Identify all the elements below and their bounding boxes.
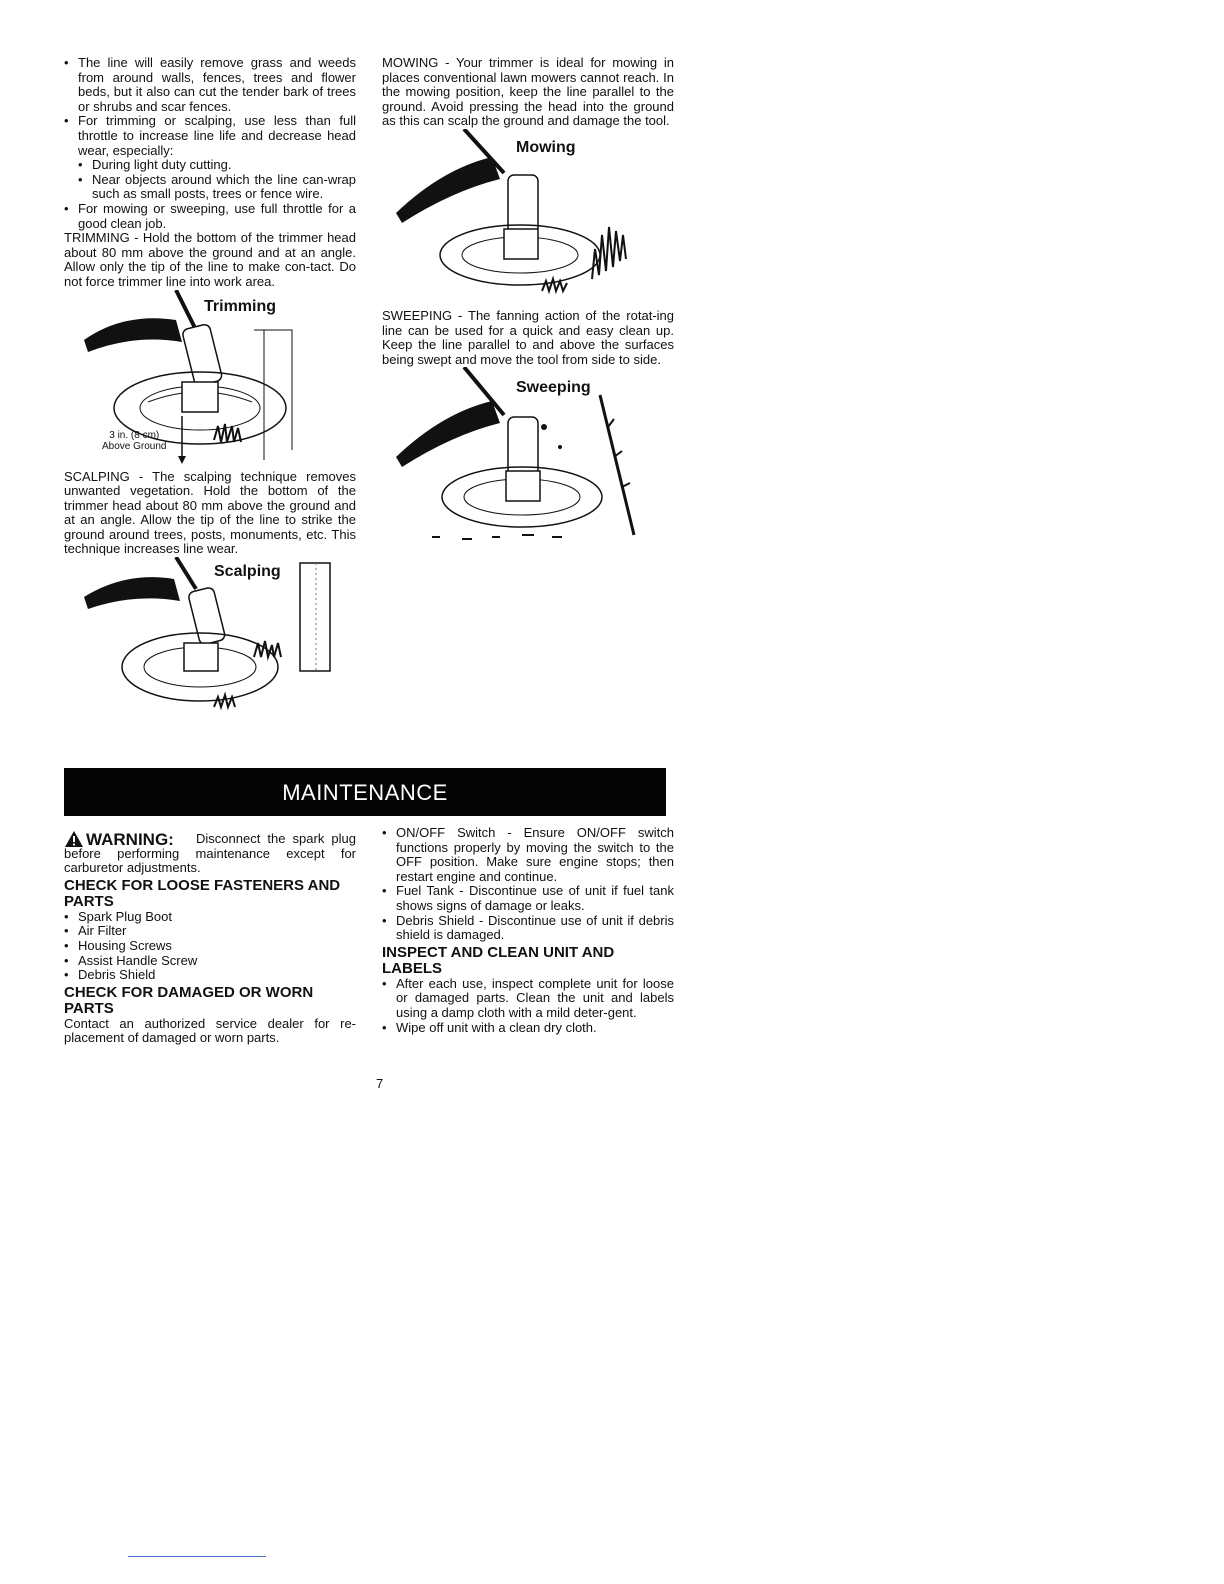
bullet-full-throttle: • For mowing or sweeping, use full throttle for a good clean job. [64,202,356,231]
check-loose-heading: CHECK FOR LOOSE FASTENERS AND PARTS [64,876,341,910]
bullet-throttle [64,114,356,202]
maintenance-left [64,830,356,1046]
warning-text: Disconnect the spark plug before performing maintenance except for carburetor adjustments. [64,831,356,876]
right-column [382,56,674,557]
check-damaged-text: Contact an authorized service dealer for re-placement of damaged or worn parts. [64,1015,356,1046]
usage-bullets [64,56,356,231]
mowing-figure [382,129,674,309]
sub-bullet-light-duty: • During light duty cutting. [78,158,356,173]
throttle-sub-bullets [78,158,356,202]
sweeping-label: Sweeping [516,379,591,397]
mowing-illustration [382,129,674,309]
left-column [64,56,356,717]
sweeping-figure [382,367,674,557]
sweeping-paragraph: SWEEPING - The fanning action of the rotat-ing line can be used for a quick and easy clean up. Keep the line parallel to and above the surfaces being swept and move the tool from side to side. [382,307,674,367]
sub-bullet-near-objects: • Near objects around which the line can-wrap such as small posts, trees or fence wire. [78,173,356,202]
component-checks-list [382,826,674,943]
check-loose-list [64,910,356,983]
trimming-figure [64,290,356,470]
maintenance-right [382,826,674,1035]
trimming-height-line1: 3 in. (8 cm) [109,429,160,441]
list-item: • Wipe off unit with a clean dry cloth. [382,1021,674,1036]
scalping-label: Scalping [214,563,281,581]
list-item: • Housing Screws [64,939,356,954]
check-damaged-heading: CHECK FOR DAMAGED OR WORN PARTS [64,983,314,1017]
inspect-heading: INSPECT AND CLEAN UNIT AND LABELS [382,943,615,977]
bullet-throttle-text: For trimming or scalping, use less than full throttle to increase line life and decrease head wear, especially: [78,113,356,158]
bullet-line-removal: • The line will easily remove grass and weeds from around walls, fences, trees and flower beds, but it also can cut the tender bark of trees or shrubs and scar fences. [64,56,356,114]
trimming-paragraph: TRIMMING - Hold the bottom of the trimmer head about 80 mm above the ground and at an angle. Allow only the tip of the line to make con-tact. Do not force trimmer line into work area. [64,230,356,289]
mowing-label: Mowing [516,138,576,156]
list-item: • ON/OFF Switch - Ensure ON/OFF switch functions properly by moving the switch to the OFF position. Make sure engine stops; then restart engine and continue. [382,826,674,884]
list-item: • Assist Handle Screw [64,954,356,969]
trimming-height-note [102,430,167,452]
maintenance-banner: MAINTENANCE [64,768,666,816]
scalping-figure [64,557,356,717]
list-item: • Spark Plug Boot [64,910,356,925]
scalping-paragraph: SCALPING - The scalping technique removes unwanted vegetation. Hold the bottom of the trimmer head about 80 mm above the ground and at an angle. Allow the tip of the line to strike the ground around trees, posts, monuments, etc. This technique increases line wear. [64,468,356,557]
list-item: • Debris Shield - Discontinue use of unit if debris shield is damaged. [382,914,674,943]
list-item: • Debris Shield [64,968,356,983]
list-item: • Fuel Tank - Discontinue use of unit if fuel tank shows signs of damage or leaks. [382,884,674,913]
list-item: • Air Filter [64,924,356,939]
trimming-height-line2: Above Ground [102,440,167,452]
inspect-list [382,977,674,1035]
list-item: • After each use, inspect complete unit for loose or damaged parts. Clean the unit and labels using a damp cloth with a mild deter-gent. [382,977,674,1021]
scalping-illustration [64,557,356,717]
warning-word: WARNING: [86,830,174,850]
mowing-paragraph: MOWING - Your trimmer is ideal for mowing in places conventional lawn mowers cannot reach. In the mowing position, keep the line parallel to the ground. Avoid pressing the head into the ground as this can scalp the ground and damage the tool. [382,55,674,129]
page-number: 7 [376,1076,384,1091]
trimming-label: Trimming [204,297,277,315]
link-underline [128,1556,266,1557]
